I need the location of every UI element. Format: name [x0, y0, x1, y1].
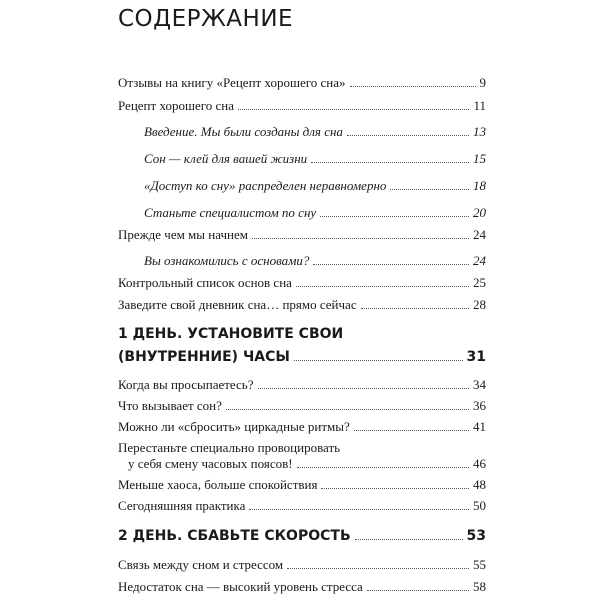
dot-leader [350, 86, 476, 87]
toc-page-number: 34 [473, 377, 486, 392]
toc-subentry[interactable] [144, 151, 486, 166]
dot-leader [347, 135, 469, 136]
chapter-heading-line1: 1 ДЕНЬ. УСТАНОВИТЕ СВОИ [118, 326, 344, 342]
dot-leader [297, 467, 469, 468]
dot-leader [258, 388, 470, 389]
toc-entry-title: Сегодняшняя практика [118, 498, 246, 513]
toc-page-number: 53 [466, 528, 486, 544]
toc-entry[interactable] [118, 297, 486, 312]
toc-entry[interactable] [128, 456, 486, 471]
dot-leader [287, 568, 469, 569]
toc-entry-title: (ВНУТРЕННИЕ) ЧАСЫ [118, 349, 290, 365]
dot-leader [355, 539, 463, 540]
toc-subentry[interactable] [144, 178, 486, 193]
toc-page-number: 50 [473, 498, 486, 513]
toc-entry[interactable] [118, 75, 486, 90]
dot-leader [313, 264, 469, 265]
toc-entry[interactable] [118, 398, 486, 413]
toc-page-number: 15 [473, 151, 486, 166]
toc-entry[interactable] [118, 579, 486, 594]
toc-entry-title: 2 ДЕНЬ. СБАВЬТЕ СКОРОСТЬ [118, 528, 351, 544]
dot-leader [320, 216, 469, 217]
toc-entry[interactable] [118, 498, 486, 513]
dot-leader [252, 238, 469, 239]
toc-page-number: 24 [473, 227, 486, 242]
dot-leader [296, 286, 469, 287]
toc-entry-title: Меньше хаоса, больше спокойствия [118, 477, 318, 492]
toc-page-number: 58 [473, 579, 486, 594]
toc-page-number: 48 [473, 477, 486, 492]
toc-page-number: 9 [479, 75, 486, 90]
toc-entry-title: Связь между сном и стрессом [118, 557, 284, 572]
dot-leader [294, 360, 463, 361]
toc-entry-title: Введение. Мы были созданы для сна [144, 124, 343, 139]
toc-subentry[interactable] [144, 124, 486, 139]
toc-entry-title: Отзывы на книгу «Рецепт хорошего сна» [118, 75, 346, 90]
toc-entry-title: «Доступ ко сну» распределен неравномерно [144, 178, 387, 193]
toc-entry[interactable] [118, 557, 486, 572]
dot-leader [238, 109, 469, 110]
toc-entry-title: Можно ли «сбросить» циркадные ритмы? [118, 419, 350, 434]
dot-leader [390, 189, 469, 190]
toc-entry-title: Заведите свой дневник сна… прямо сейчас [118, 297, 357, 312]
toc-entry-title: Вы ознакомились с основами? [144, 253, 310, 268]
page-title: СОДЕРЖАНИЕ [118, 6, 294, 32]
toc-entry[interactable] [118, 227, 486, 242]
toc-page-number: 46 [473, 456, 486, 471]
toc-page-number: 41 [473, 419, 486, 434]
toc-entry[interactable] [118, 98, 486, 113]
toc-entry[interactable] [118, 275, 486, 290]
toc-entry-title: Когда вы просыпаетесь? [118, 377, 254, 392]
dot-leader [361, 308, 469, 309]
toc-entry-title: Рецепт хорошего сна [118, 98, 234, 113]
toc-entry[interactable] [118, 377, 486, 392]
dot-leader [249, 509, 469, 510]
toc-page-number: 18 [473, 178, 486, 193]
toc-entry-title: Недостаток сна — высокий уровень стресса [118, 579, 363, 594]
toc-page-number: 20 [473, 205, 486, 220]
toc-entry-line1: Перестаньте специально провоцировать [118, 440, 341, 455]
toc-entry-title: Сон — клей для вашей жизни [144, 151, 308, 166]
toc-entry-title: Прежде чем мы начнем [118, 227, 248, 242]
dot-leader [226, 409, 469, 410]
toc-subentry[interactable] [144, 205, 486, 220]
toc-entry-title: Контрольный список основ сна [118, 275, 292, 290]
dot-leader [321, 488, 469, 489]
dot-leader [311, 162, 469, 163]
toc-page-number: 24 [473, 253, 486, 268]
dot-leader [354, 430, 469, 431]
toc-page-number: 31 [466, 349, 486, 365]
toc-page-number: 11 [473, 98, 486, 113]
toc-page-number: 25 [473, 275, 486, 290]
toc-subentry[interactable] [144, 253, 486, 268]
toc-entry-title: Станьте специалистом по сну [144, 205, 317, 220]
dot-leader [367, 590, 469, 591]
toc-page-number: 28 [473, 297, 486, 312]
toc-page-number: 13 [473, 124, 486, 139]
toc-chapter-entry[interactable] [118, 528, 486, 544]
toc-chapter-entry[interactable] [118, 349, 486, 365]
toc-entry[interactable] [118, 419, 486, 434]
toc-page-number: 36 [473, 398, 486, 413]
toc-entry-title: Что вызывает сон? [118, 398, 222, 413]
toc-entry-title: у себя смену часовых поясов! [128, 456, 293, 471]
toc-page-number: 55 [473, 557, 486, 572]
toc-entry[interactable] [118, 477, 486, 492]
